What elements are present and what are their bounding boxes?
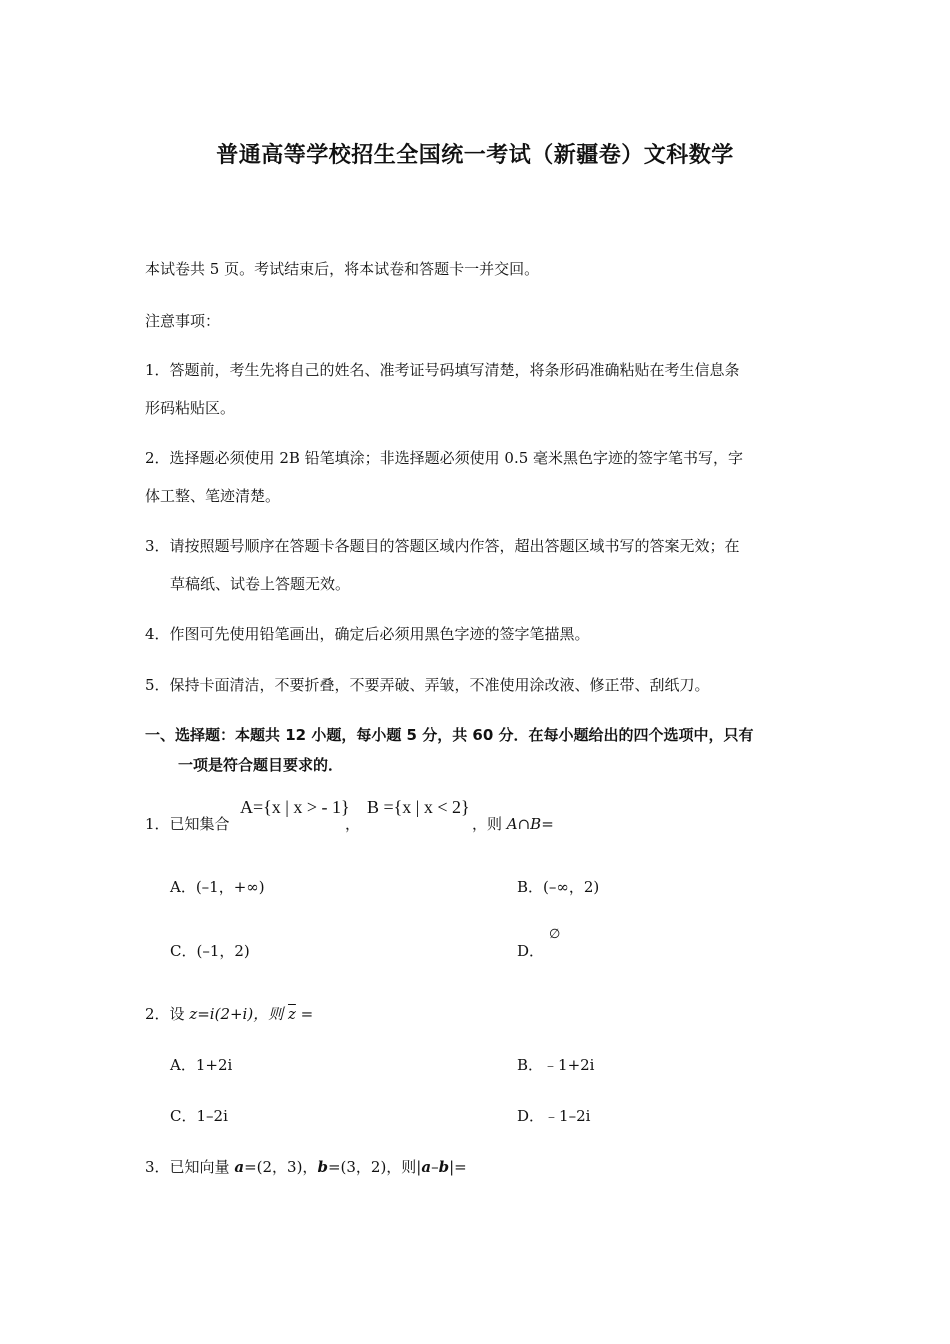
set-b-formula	[367, 797, 470, 818]
section-heading-continuation: 一项是符合题目要求的．	[178, 756, 344, 774]
q1-option-b[interactable]: B．(–∞，2)	[517, 878, 600, 896]
notes-heading: 注意事项：	[145, 312, 221, 330]
question-text: 已知集合	[169, 815, 230, 833]
question-1-suffix	[472, 813, 554, 834]
note-number: 1．	[145, 361, 170, 379]
set-b-text: B ={x | x < 2}	[367, 797, 470, 817]
intro-text: 本试卷共 5 页。考试结束后，将本试卷和答题卡一并交回。	[145, 260, 540, 278]
note-2-continuation: 体工整、笔迹清楚。	[145, 487, 281, 505]
note-2	[145, 447, 743, 468]
note-text: 选择题必须使用 2B 铅笔填涂；非选择题必须使用 0.5 毫米黑色字迹的签字笔书写，字	[169, 449, 744, 467]
vector-a-term: a	[421, 1158, 432, 1176]
note-3	[145, 535, 740, 556]
question-2-stem	[145, 1003, 313, 1024]
vector-a: a	[234, 1158, 245, 1176]
note-1-continuation: 形码粘贴区。	[145, 399, 236, 417]
suffix-text: ，则	[472, 815, 507, 833]
question-text: 设	[169, 1005, 190, 1023]
question-text: 已知向量	[169, 1158, 235, 1176]
question-expression: z=i(2+i)，则	[189, 1005, 288, 1023]
question-number: 2．	[145, 1005, 170, 1023]
note-1	[145, 359, 740, 380]
empty-set-icon: ∅	[549, 927, 561, 942]
question-3-stem	[145, 1156, 467, 1177]
vector-b-value: =(3，2)，则|	[327, 1158, 422, 1176]
separator: ，	[345, 815, 361, 833]
question-number: 1．	[145, 815, 170, 833]
note-number: 5．	[145, 676, 170, 694]
note-3-continuation: 草稿纸、试卷上答题无效。	[170, 575, 351, 593]
minus-sign: –	[431, 1158, 439, 1176]
note-text: 保持卡面清洁，不要折叠，不要弄破、弄皱，不准使用涂改液、修正带、刮纸刀。	[169, 676, 710, 694]
note-number: 4．	[145, 625, 170, 643]
q2-option-c[interactable]: C．1–2i	[170, 1107, 228, 1125]
note-text: 请按照题号顺序在答题卡各题目的答题区域内作答，超出答题区域书写的答案无效；在	[169, 537, 740, 555]
page-title: 普通高等学校招生全国统一考试（新疆卷）文科数学	[216, 142, 734, 168]
vector-a-value: =(2，3)，	[244, 1158, 318, 1176]
question-1-stem	[145, 813, 230, 834]
q2-option-b[interactable]: B．﹣1+2i	[517, 1056, 595, 1074]
note-text: 答题前，考生先将自己的姓名、准考证号码填写清楚，将条形码准确粘贴在考生信息条	[169, 361, 740, 379]
vector-b-term: b	[438, 1158, 450, 1176]
note-number: 3．	[145, 537, 170, 555]
q1-option-d[interactable]	[517, 940, 544, 961]
conjugate-z: $\overline{z}$	[287, 1005, 296, 1023]
section-heading: 一、选择题：本题共 12 小题，每小题 5 分，共 60 分．在每小题给出的四个选项中，只有	[145, 726, 754, 744]
note-5	[145, 674, 710, 695]
q1-option-a[interactable]: A．(–1，+∞)	[170, 878, 265, 896]
set-a-formula	[240, 797, 350, 818]
note-number: 2．	[145, 449, 170, 467]
q2-option-a[interactable]: A．1+2i	[170, 1056, 233, 1074]
question-number: 3．	[145, 1158, 170, 1176]
question-end: |=	[449, 1158, 467, 1176]
set-a-text: A={x | x > - 1}	[240, 797, 350, 817]
note-text: 作图可先使用铅笔画出，确定后必须用黑色字迹的签字笔描黑。	[169, 625, 590, 643]
q1-option-c[interactable]: C．(–1，2)	[170, 942, 250, 960]
intersection-expression: A∩B=	[506, 815, 554, 833]
question-equals: =	[295, 1005, 314, 1023]
vector-b: b	[317, 1158, 328, 1176]
option-label: D．	[517, 942, 545, 960]
note-4	[145, 623, 590, 644]
q2-option-d[interactable]: D．﹣1–2i	[517, 1107, 591, 1125]
